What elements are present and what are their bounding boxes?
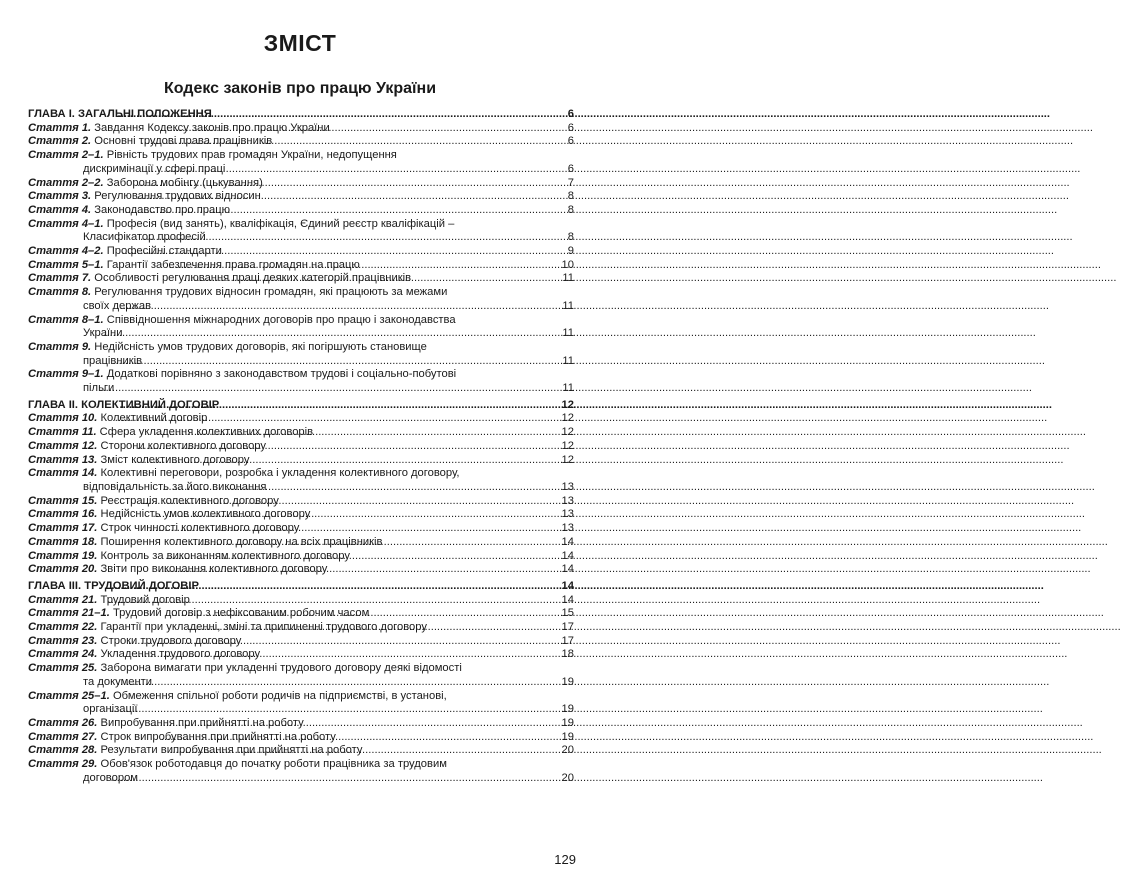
dot-leader — [165, 550, 560, 564]
article-number: Стаття 18. — [28, 535, 98, 548]
toc-article-entry — [28, 744, 574, 758]
toc-entry-text — [28, 272, 412, 286]
article-number: Стаття 3. — [28, 190, 92, 203]
toc-article-entry — [28, 635, 574, 649]
toc-entry-text — [28, 535, 383, 550]
toc-article-entry — [28, 314, 574, 341]
toc-entry-text — [28, 203, 231, 218]
entry-title: Регулювання трудових відносин громадян, які працюють за межами — [94, 286, 448, 299]
toc-article-entry — [28, 341, 574, 368]
toc-article-entry — [28, 662, 574, 689]
toc-entry-text — [28, 176, 263, 191]
entry-page: 10 — [561, 258, 574, 271]
toc-entry-text — [28, 258, 360, 273]
entry-page: 6 — [567, 121, 574, 134]
article-number: Стаття 21. — [28, 593, 98, 606]
entry-page: 19 — [561, 730, 574, 743]
article-number: Стаття 1. — [28, 121, 92, 134]
dot-leader — [184, 272, 561, 286]
entry-title: Регулювання трудових відносин — [94, 190, 261, 203]
entry-title: Гарантії забезпечення права громадян на працю — [106, 258, 360, 271]
toc-article-entry — [28, 550, 574, 564]
dot-leader — [160, 122, 566, 136]
entry-page: 9 — [567, 245, 574, 258]
dot-leader — [115, 412, 561, 426]
entry-page: 12 — [561, 412, 574, 425]
entry-page: 13 — [561, 494, 574, 507]
toc-article-entry — [28, 607, 574, 621]
entry-title: Гарантії при укладенні, зміні та припиненні трудового договору — [100, 621, 427, 634]
toc-article-entry — [28, 758, 574, 785]
toc-article-entry — [28, 272, 574, 286]
dot-leader — [171, 607, 560, 621]
dot-leader — [175, 536, 560, 550]
entry-title: Обов'язок роботодавця до початку роботи працівника за трудовим — [100, 758, 447, 771]
dot-leader — [169, 259, 561, 273]
toc-entry-text — [28, 730, 336, 745]
toc-article-entry — [28, 245, 574, 259]
article-number: Стаття 26. — [28, 716, 98, 729]
entry-first-line — [28, 314, 574, 328]
article-number: Стаття 14. — [28, 467, 98, 480]
dot-leader — [169, 744, 560, 758]
article-number: Стаття 2–2. — [28, 176, 104, 189]
article-number: Стаття 27. — [28, 730, 98, 743]
entry-title-continued: та документи — [83, 675, 153, 688]
dot-leader — [111, 772, 561, 786]
entry-first-line — [28, 690, 574, 704]
toc-article-entry — [28, 563, 574, 577]
toc-article-entry — [28, 454, 574, 468]
article-number: Стаття 2–1. — [28, 149, 104, 162]
entry-page: 14 — [561, 593, 574, 606]
entry-first-line — [28, 662, 574, 676]
entry-title: Колективні переговори, розробка і укладення колективного договору, — [100, 467, 460, 480]
entry-title: Законодавство про працю — [94, 203, 231, 216]
article-number: Стаття 8. — [28, 286, 92, 299]
toc-entry-text — [28, 579, 199, 594]
dot-leader — [99, 382, 561, 396]
toc-article-entry — [28, 690, 574, 717]
dot-leader — [118, 108, 567, 122]
entry-page: 11 — [562, 327, 574, 340]
toc-entry-text — [28, 716, 304, 731]
entry-page: 7 — [567, 176, 574, 189]
toc-entry-text — [28, 494, 279, 509]
entry-first-line — [28, 368, 574, 382]
entry-title: Професійні стандарти — [106, 245, 222, 258]
article-number: Стаття 8–1. — [28, 313, 104, 326]
dot-leader — [108, 594, 561, 608]
entry-title: Строк випробування при прийнятті на роботу — [100, 730, 336, 743]
entry-title: Строк чинності колективного договору — [100, 522, 300, 535]
dot-leader — [125, 204, 567, 218]
toc-entry-text — [28, 648, 261, 662]
toc-article-entry — [28, 135, 574, 149]
toc-entry-text — [28, 549, 350, 564]
article-number: Стаття 2. — [28, 135, 92, 148]
entry-first-line — [28, 286, 574, 300]
dot-leader — [103, 327, 561, 341]
article-number: Стаття 13. — [28, 453, 98, 466]
entry-page: 11 — [562, 272, 574, 285]
dot-leader — [116, 300, 561, 314]
entry-page: 20 — [561, 744, 574, 757]
toc-entry-text — [28, 121, 330, 136]
dot-leader — [142, 495, 561, 509]
entry-title-continued: відповідальність за його виконання — [83, 480, 267, 493]
entry-page: 20 — [561, 771, 574, 784]
entry-title: Трудовий договір з нефіксованим робочим часом — [112, 607, 370, 620]
toc-entry-text — [28, 508, 311, 522]
toc-entry-text — [28, 108, 212, 122]
dot-leader — [111, 580, 560, 594]
toc-entry-text — [28, 522, 300, 536]
dot-leader — [112, 355, 561, 369]
toc-entry-text — [28, 621, 427, 635]
toc-entry-text — [28, 453, 250, 468]
toc-entry-text — [28, 412, 208, 426]
toc-entry-text — [28, 426, 314, 440]
entry-page: 14 — [561, 535, 574, 548]
entry-title-continued: працівників — [83, 354, 143, 367]
entry-title-continued: своїх держав — [83, 299, 152, 312]
entry-title: Укладення трудового договору — [100, 648, 261, 661]
toc-article-entry — [28, 204, 574, 218]
toc-chapter-entry — [28, 108, 574, 122]
toc-article-entry — [28, 190, 574, 204]
dot-leader — [119, 399, 560, 413]
toc-article-entry — [28, 594, 574, 608]
article-number: Стаття 22. — [28, 621, 98, 634]
toc-entry-text — [28, 593, 190, 608]
toc-article-entry — [28, 495, 574, 509]
entry-title-continued: України — [83, 327, 123, 340]
dot-leader — [117, 676, 561, 690]
article-number: Стаття 4–1. — [28, 217, 104, 230]
toc-article-entry — [28, 149, 574, 176]
entry-title: Поширення колективного договору на всіх працівників — [100, 535, 383, 548]
entry-title: Звіти про виконання колективного договору — [100, 563, 328, 576]
entry-page: 17 — [561, 634, 574, 647]
toc-entry-text — [28, 634, 242, 649]
entry-page: 14 — [561, 549, 574, 562]
entry-page: 14 — [561, 563, 574, 576]
article-number: Стаття 4–2. — [28, 245, 104, 258]
dot-leader — [161, 731, 561, 745]
toc-article-entry — [28, 259, 574, 273]
entry-first-line — [28, 758, 574, 772]
dot-leader — [140, 231, 567, 245]
article-number: Стаття 9. — [28, 340, 92, 353]
article-number: Стаття 10. — [28, 412, 98, 425]
dot-leader — [136, 190, 566, 204]
toc-chapter-entry — [28, 580, 574, 594]
entry-first-line — [28, 467, 574, 481]
article-number: Стаття 5–1. — [28, 258, 104, 271]
entry-title: Результати випробування при прийнятті на роботу — [100, 744, 363, 757]
entry-page: 13 — [561, 522, 574, 535]
dot-leader — [188, 621, 560, 635]
entry-title-continued: організації — [83, 703, 138, 716]
entry-title: Строки трудового договору — [100, 634, 242, 647]
entry-title-continued: договором — [83, 771, 138, 784]
toc-entry-text — [28, 135, 273, 149]
toc-entry-text — [28, 190, 261, 204]
toc-article-entry — [28, 412, 574, 426]
entry-page: 6 — [567, 108, 574, 120]
toc-entry-text — [28, 245, 222, 259]
entry-page: 17 — [561, 621, 574, 634]
entry-page: 19 — [561, 703, 574, 716]
toc-article-entry — [28, 467, 574, 494]
article-number: Стаття 19. — [28, 549, 98, 562]
entry-page: 11 — [562, 382, 574, 395]
toc-article-entry — [28, 122, 574, 136]
entry-page: 12 — [561, 439, 574, 452]
dot-leader — [148, 163, 567, 177]
entry-page: 13 — [561, 508, 574, 521]
dot-leader — [137, 440, 560, 454]
entry-page: 11 — [562, 299, 574, 312]
entry-page: 8 — [567, 203, 574, 216]
article-number: Стаття 4. — [28, 203, 92, 216]
dot-leader — [149, 522, 561, 536]
entry-title: Особливості регулювання праці деяких категорій працівників — [94, 272, 412, 285]
article-number: Стаття 20. — [28, 563, 98, 576]
entry-page: 18 — [561, 648, 574, 661]
dot-leader — [153, 508, 561, 522]
table-of-contents — [28, 108, 574, 785]
entry-title: Заборона мобінгу (цькування) — [106, 176, 263, 189]
toc-article-entry — [28, 717, 574, 731]
toc-article-entry — [28, 648, 574, 662]
article-number: Стаття 29. — [28, 758, 98, 771]
entry-title: Колективний договір — [100, 412, 208, 425]
entry-page: 14 — [561, 579, 574, 592]
entry-title: Випробування при прийнятті на роботу — [100, 716, 304, 729]
toc-article-entry — [28, 731, 574, 745]
entry-title: Недійсність умов трудових договорів, які погіршують становище — [94, 340, 427, 353]
article-number: Стаття 25–1. — [28, 689, 110, 702]
dot-leader — [141, 135, 567, 149]
toc-article-entry — [28, 536, 574, 550]
entry-page: 15 — [561, 607, 574, 620]
dot-leader — [137, 177, 567, 191]
toc-article-entry — [28, 440, 574, 454]
entry-title: ГЛАВА ІІІ. ТРУДОВИЙ ДОГОВІР — [28, 579, 199, 592]
entry-page: 12 — [561, 453, 574, 466]
article-number: Стаття 21–1. — [28, 607, 110, 620]
toc-article-entry — [28, 522, 574, 536]
entry-title-continued: пільги — [83, 382, 115, 395]
toc-entry-text — [28, 744, 363, 758]
entry-title: ГЛАВА ІІ. КОЛЕКТИВНИЙ ДОГОВІР — [28, 398, 220, 411]
entry-title: Заборона вимагати при укладенні трудового договору деякі відомості — [100, 662, 462, 675]
article-number: Стаття 16. — [28, 508, 98, 521]
entry-title: Основні трудові права працівників — [94, 135, 273, 148]
entry-title: Додаткові порівняно з законодавством трудові і соціально-побутові — [106, 368, 457, 381]
toc-article-entry — [28, 218, 574, 245]
toc-article-entry — [28, 621, 574, 635]
entry-title: Сфера укладення колективних договорів — [99, 426, 314, 439]
toc-entry-text — [28, 563, 328, 577]
article-number: Стаття 12. — [28, 439, 98, 452]
entry-page: 12 — [561, 426, 574, 439]
entry-title: Реєстрація колективного договору — [100, 494, 279, 507]
toc-article-entry — [28, 368, 574, 395]
entry-title: ГЛАВА І. ЗАГАЛЬНІ ПОЛОЖЕННЯ — [28, 108, 212, 120]
entry-first-line — [28, 341, 574, 355]
article-number: Стаття 9–1. — [28, 368, 104, 381]
article-number: Стаття 24. — [28, 648, 98, 661]
entry-title: Зміст колективного договору — [100, 453, 250, 466]
dot-leader — [135, 648, 561, 662]
entry-title: Обмеження спільної роботи родичів на підприємстві, в установі, — [112, 689, 447, 702]
entry-title: Недійсність умов колективного договору — [100, 508, 311, 521]
toc-entry-text — [28, 398, 220, 413]
article-number: Стаття 7. — [28, 272, 92, 285]
article-number: Стаття 25. — [28, 662, 98, 675]
entry-title: Рівність трудових прав громадян України, недопущення — [106, 149, 397, 162]
article-number: Стаття 11. — [28, 426, 97, 439]
entry-page: 11 — [562, 354, 574, 367]
entry-page: 19 — [561, 716, 574, 729]
article-number: Стаття 28. — [28, 744, 98, 757]
dot-leader — [110, 703, 560, 717]
toc-chapter-entry — [28, 399, 574, 413]
dot-leader — [162, 481, 560, 495]
article-number: Стаття 23. — [28, 634, 98, 647]
dot-leader — [158, 563, 560, 577]
entry-title: Сторони колективного договору — [100, 439, 266, 452]
entry-page: 6 — [567, 135, 574, 148]
entry-title-continued: Класифікатор професій — [83, 231, 206, 244]
toc-article-entry — [28, 177, 574, 191]
entry-page: 6 — [567, 162, 574, 175]
toc-article-entry — [28, 426, 574, 440]
dot-leader — [153, 426, 560, 440]
entry-title: Контроль за виконанням колективного договору — [100, 549, 350, 562]
entry-title: Співвідношення міжнародних договорів про працю і законодавства — [106, 313, 456, 326]
entry-page: 12 — [561, 398, 574, 411]
dot-leader — [128, 635, 561, 649]
toc-entry-text — [28, 439, 266, 454]
entry-title-continued: дискримінації у сфері праці — [83, 162, 226, 175]
page-title: ЗМІСТ — [263, 30, 337, 56]
toc-entry-text — [28, 607, 370, 621]
entry-first-line — [28, 149, 574, 163]
toc-article-entry — [28, 508, 574, 522]
entry-title: Трудовий договір — [100, 593, 190, 606]
entry-title: Професія (вид занять), кваліфікація, Єдиний реєстр кваліфікацій – — [106, 217, 455, 230]
entry-title: Завдання Кодексу законів про працю України — [94, 121, 330, 134]
entry-page: 8 — [567, 190, 574, 203]
article-number: Стаття 17. — [28, 522, 98, 535]
toc-article-entry — [28, 286, 574, 313]
page-subtitle: Кодекс законів про працю України — [163, 80, 437, 97]
dot-leader — [122, 245, 567, 259]
entry-page: 19 — [561, 675, 574, 688]
entry-page: 13 — [561, 480, 574, 493]
dot-leader — [131, 454, 561, 468]
dot-leader — [150, 717, 560, 731]
page-number: 129 — [554, 852, 576, 867]
entry-page: 8 — [567, 231, 574, 244]
article-number: Стаття 15. — [28, 494, 98, 507]
entry-first-line — [28, 218, 574, 232]
